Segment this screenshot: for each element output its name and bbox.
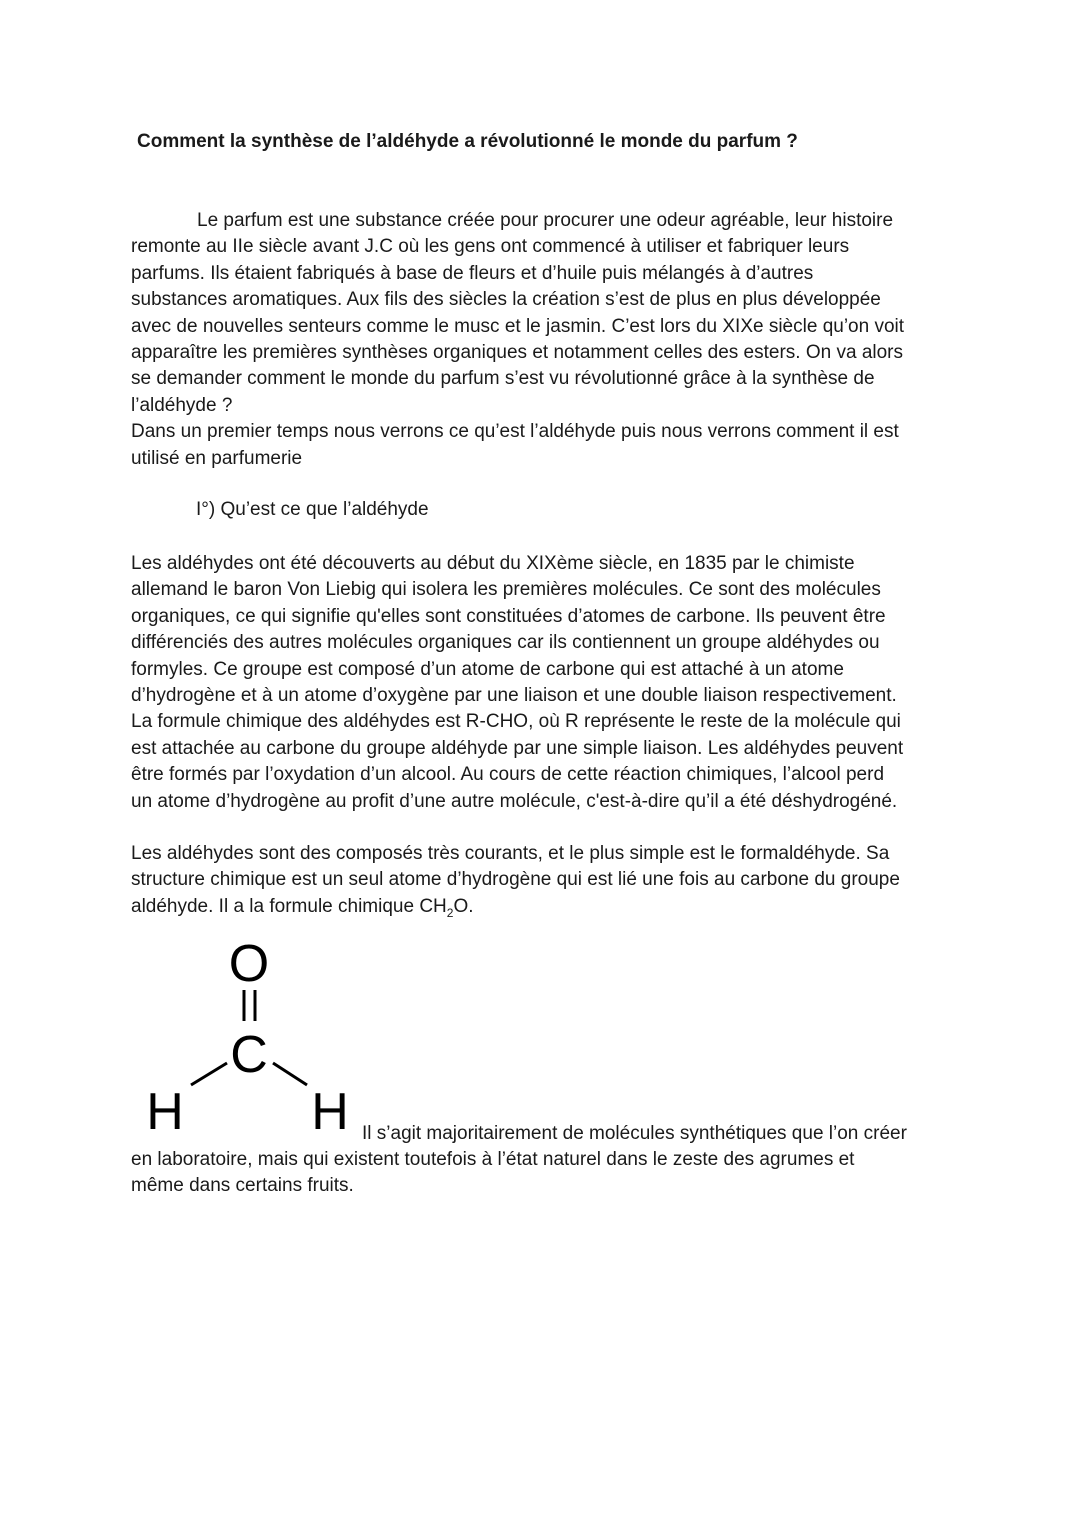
- intro-line-7: se demander comment le monde du parfum s’est vu révolutionné grâce à la synthèse de: [131, 368, 875, 390]
- para2-line-5: formyles. Ce groupe est composé d’un atome de carbone qui est attaché à un atome: [131, 658, 844, 680]
- para2-line-3: organiques, ce qui signifie qu'elles sont constituées d’atomes de carbone. Ils peuvent être: [131, 605, 886, 627]
- para2-line-10: un atome d’hydrogène au profit d’une autre molécule, c'est-à-dire qu’il a été déshydrogéné.: [131, 790, 898, 812]
- intro-paragraph: [131, 208, 961, 472]
- para3-line-1: Les aldéhydes sont des composés très courants, et le plus simple est le formaldéhyde. Sa: [131, 843, 890, 864]
- para4-line-1: Il s’agit majoritairement de molécules synthétiques que l’on créer: [362, 1123, 907, 1144]
- carbon-atom: C: [230, 1026, 268, 1084]
- para2-line-4: différenciés des autres molécules organiques car ils contiennent un groupe aldéhydes ou: [131, 632, 880, 654]
- section-heading: I°) Qu’est ce que l’aldéhyde: [196, 499, 429, 520]
- paragraph-text: [131, 841, 961, 920]
- formaldehyde-structure: [137, 935, 357, 1135]
- document-title: Comment la synthèse de l’aldéhyde a révolutionné le monde du parfum ?: [137, 131, 798, 152]
- plan-line-1: Dans un premier temps nous verrons ce qu’est l’aldéhyde puis nous verrons comment il est: [131, 421, 899, 443]
- para4-line-3: même dans certains fruits.: [131, 1175, 354, 1197]
- para2-line-8: est attachée au carbone du groupe aldéhyde par une simple liaison. Les aldéhydes peuvent: [131, 737, 904, 759]
- intro-line-5: avec de nouvelles senteurs comme le musc et le jasmin. C’est lors du XIXe siècle qu’on voit: [131, 315, 905, 337]
- intro-section: [131, 208, 961, 472]
- paragraph-text: [131, 551, 961, 815]
- para2-line-2: allemand le baron Von Liebig qui isolera les premières molécules. Ce sont des molécules: [131, 579, 881, 601]
- formula-subscript: 2: [446, 905, 454, 920]
- plan-line-2: utilisé en parfumerie: [131, 447, 303, 469]
- para4-line-2: en laboratoire, mais qui existent toutefois à l’état naturel dans le zeste des agrumes et: [131, 1149, 855, 1170]
- single-bond-right: [273, 1063, 307, 1085]
- synthetic-paragraph: [131, 1147, 961, 1200]
- hydrogen-atom-left: H: [146, 1083, 184, 1135]
- formula-end: O.: [453, 895, 474, 917]
- formula-text: aldéhyde. Il a la formule chimique CH: [131, 895, 447, 917]
- paragraph-text: [131, 1147, 961, 1200]
- para2-line-7: La formule chimique des aldéhydes est R-CHO, où R représente le reste de la molécule qui: [131, 711, 901, 733]
- intro-line-2: remonte au IIe siècle avant J.C où les gens ont commencé à utiliser et fabriquer leurs: [131, 236, 850, 258]
- para3-line-2: structure chimique est un seul atome d’hydrogène qui est lié une fois au carbone du groupe: [131, 869, 900, 891]
- aldehyde-definition-paragraph: [131, 551, 961, 815]
- para3-line-3: [131, 895, 474, 920]
- para2-line-9: être formés par l’oxydation d’un alcool. Au cours de cette réaction chimiques, l’alcool perd: [131, 764, 885, 786]
- hydrogen-atom-right: H: [311, 1083, 349, 1135]
- intro-line-4: substances aromatiques. Aux fils des siècles la création s’est de plus en plus développée: [131, 289, 881, 311]
- oxygen-atom: O: [228, 935, 270, 993]
- intro-line-6: apparaître les premières synthèses organiques et notamment celles des esters. On va alors: [131, 342, 903, 364]
- para2-line-1: Les aldéhydes ont été découverts au début du XIXème siècle, en 1835 par le chimiste: [131, 553, 855, 574]
- single-bond-left: [191, 1063, 227, 1085]
- intro-line-1: Le parfum est une substance créée pour procurer une odeur agréable, leur histoire: [197, 210, 894, 231]
- formaldehyde-paragraph: [131, 841, 961, 920]
- intro-line-3: parfums. Ils étaient fabriqués à base de fleurs et d’huile puis mélangés à d’autres: [131, 262, 814, 284]
- intro-line-8: l’aldéhyde ?: [131, 394, 233, 416]
- para2-line-6: d’hydrogène et à un atome d’oxygène par une liaison et une double liaison respectivement.: [131, 685, 897, 707]
